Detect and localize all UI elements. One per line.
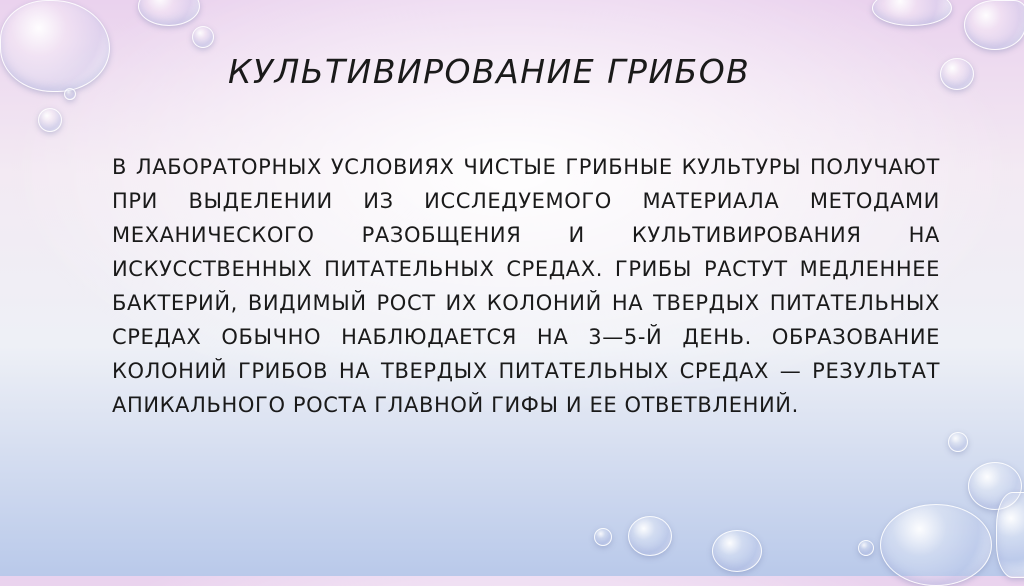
water-drop-decoration [138,0,200,26]
water-drop-decoration [996,492,1024,578]
water-drop-decoration [940,58,974,90]
water-drop-decoration [858,540,874,556]
slide-body-text: В ЛАБОРАТОРНЫХ УСЛОВИЯХ ЧИСТЫЕ ГРИБНЫЕ КУЛЬТУРЫ ПОЛУЧАЮТ ПРИ ВЫДЕЛЕНИИ ИЗ ИССЛЕДУЕМОГО МАТЕРИАЛА МЕТОДАМИ МЕХАНИЧЕСКОГО РАЗОБЩЕНИЯ И КУЛЬТИВИРОВАНИЯ НА ИСКУССТВЕННЫХ ПИТАТЕЛЬНЫХ СРЕДАХ. ГРИБЫ РАСТУТ МЕДЛЕННЕЕ БАКТЕРИЙ, ВИДИМЫЙ РОСТ ИХ КОЛОНИЙ НА ТВЕРДЫХ ПИТАТЕЛЬНЫХ СРЕДАХ ОБЫЧНО НАБЛЮДАЕТСЯ НА 3—5-Й ДЕНЬ. ОБРАЗОВАНИЕ КОЛОНИЙ ГРИБОВ НА ТВЕРДЫХ ПИТАТЕЛЬНЫХ СРЕДАХ — РЕЗУЛЬТАТ АПИКАЛЬНОГО РОСТА ГЛАВНОЙ ГИФЫ И ЕЕ ОТВЕТВЛЕНИЙ. [112,155,940,417]
slide-title: КУЛЬТИВИРОВАНИЕ ГРИБОВ [228,52,751,91]
water-drop-decoration [712,530,762,572]
water-drop-decoration [192,26,214,48]
water-drop-decoration [628,516,672,556]
water-drop-decoration [0,0,110,92]
water-drop-decoration [64,88,76,100]
water-drop-decoration [948,432,968,452]
water-drop-decoration [38,108,62,132]
water-drop-decoration [594,528,612,546]
water-drop-decoration [872,0,952,26]
water-drop-decoration [880,504,992,586]
water-drop-decoration [964,0,1024,50]
